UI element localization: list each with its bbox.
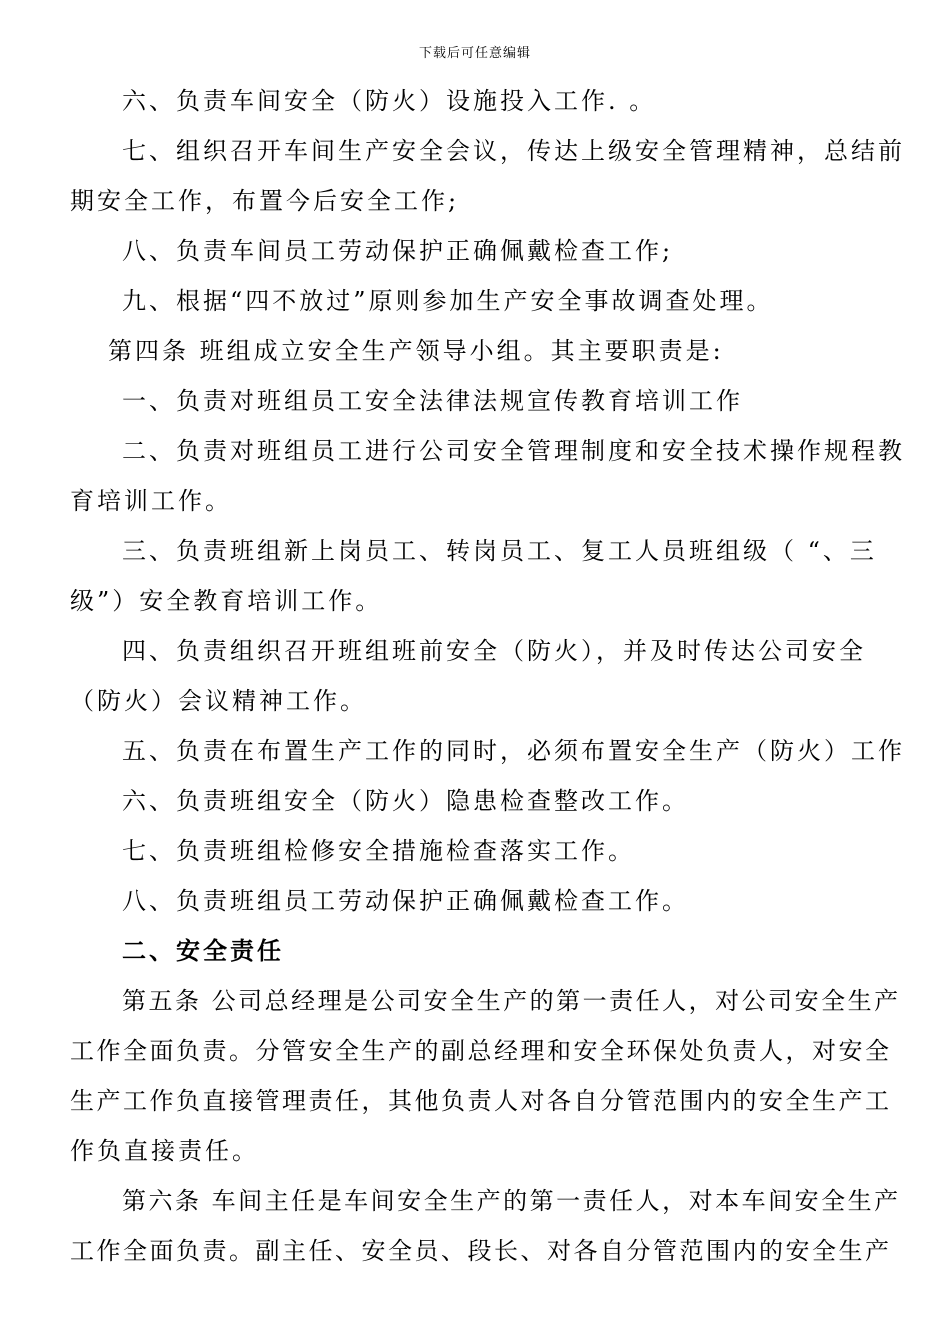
paragraph-line: 期安全工作，布置今后安全工作; <box>70 187 460 215</box>
paragraph-line: 作负直接责任。 <box>70 1137 259 1165</box>
paragraph-line: 二、负责对班组员工进行公司安全管理制度和安全技术操作规程教 <box>122 437 905 465</box>
paragraph-line: 级”）安全教育培训工作。 <box>70 587 383 615</box>
paragraph-line: 八、负责车间员工劳动保护正确佩戴检查工作; <box>122 237 674 265</box>
paragraph-line: 第六条 车间主任是车间安全生产的第一责任人，对本车间安全生产 <box>122 1187 901 1215</box>
paragraph-line: 工作全面负责。副主任、安全员、段长、对各自分管范围内的安全生产 <box>70 1237 892 1265</box>
paragraph-line: 九、根据“四不放过”原则参加生产安全事故调查处理。 <box>122 287 774 315</box>
paragraph-line: 七、组织召开车间生产安全会议，传达上级安全管理精神，总结前 <box>122 137 905 165</box>
header-note: 下载后可任意编辑 <box>418 46 531 61</box>
paragraph-line: 六、负责车间安全（防火）设施投入工作. 。 <box>122 87 657 115</box>
paragraph-line: 第四条 班组成立安全生产领导小组。其主要职责是: <box>108 337 724 365</box>
paragraph-line: 七、负责班组检修安全措施检查落实工作。 <box>122 837 635 865</box>
paragraph-line: 八、负责班组员工劳动保护正确佩戴检查工作。 <box>122 887 689 915</box>
section-heading: 二、安全责任 <box>122 936 284 965</box>
paragraph-line: 第五条 公司总经理是公司安全生产的第一责任人，对公司安全生产 <box>122 987 901 1015</box>
paragraph-line: 五、负责在布置生产工作的同时，必须布置安全生产（防火）工作 <box>122 737 905 765</box>
paragraph-line: 六、负责班组安全（防火）隐患检查整改工作。 <box>122 787 689 815</box>
paragraph-line: 工作全面负责。分管安全生产的副总经理和安全环保处负责人，对安全 <box>70 1037 892 1065</box>
paragraph-line: （防火）会议精神工作。 <box>70 687 367 715</box>
paragraph-line: 生产工作负直接管理责任，其他负责人对各自分管范围内的安全生产工 <box>70 1087 892 1115</box>
paragraph-line: 三、负责班组新上岗员工、转岗员工、复工人员班组级（ “、三 <box>122 537 877 565</box>
paragraph-line: 育培训工作。 <box>70 487 232 515</box>
paragraph-line: 四、负责组织召开班组班前安全（防火），并及时传达公司安全 <box>122 637 866 665</box>
paragraph-line: 一、负责对班组员工安全法律法规宣传教育培训工作 <box>122 387 743 415</box>
